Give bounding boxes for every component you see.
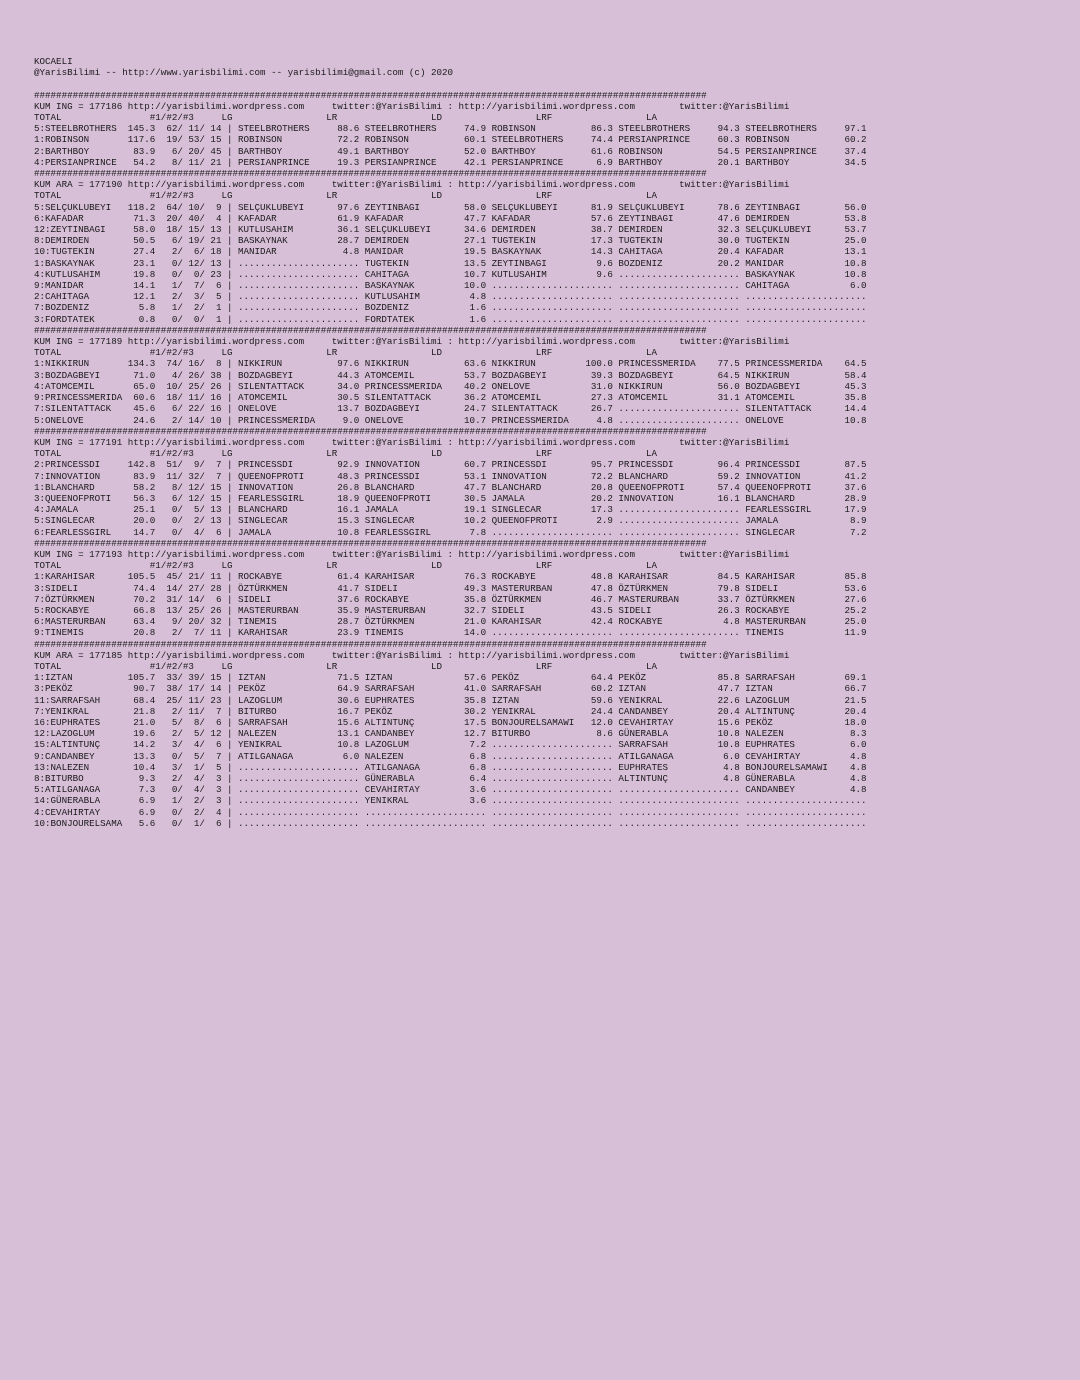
result-row: 7:BOZDENIZ 5.8 1/ 2/ 1 | ...................... BOZDENIZ 1.6 ...................... ...................... ...................... bbox=[34, 302, 867, 314]
result-row: 5:ONELOVE 24.6 2/ 14/ 10 | PRINCESSMERIDA 9.0 ONELOVE 10.7 PRINCESSMERIDA 4.8 ...................... ONELOVE 10.8 bbox=[34, 414, 867, 426]
column-header-line: TOTAL #1/#2/#3 LG LR LD LRF LA bbox=[34, 190, 658, 202]
separator-line: ########################################################################################################################## bbox=[34, 168, 707, 180]
result-row: 7:YENIKRAL 21.8 2/ 11/ 7 | BITURBO 16.7 PEKÖZ 30.2 YENIKRAL 24.4 CANDANBEY 20.4 ALTINTUNÇ 20.4 bbox=[34, 705, 867, 717]
result-row: 3:QUEENOFPROTI 56.3 6/ 12/ 15 | FEARLESSGIRL 18.9 QUEENOFPROTI 30.5 JAMALA 20.2 INNOVATION 16.1 BLANCHARD 28.9 bbox=[34, 492, 867, 504]
result-row: 9:TINEMIS 20.8 2/ 7/ 11 | KARAHISAR 23.9 TINEMIS 14.0 ...................... ...................... TINEMIS 11.9 bbox=[34, 627, 867, 639]
result-row: 2:BARTHBOY 83.9 6/ 20/ 45 | BARTHBOY 49.1 BARTHBOY 52.0 BARTHBOY 61.6 ROBINSON 54.5 PERSIANPRINCE 37.4 bbox=[34, 145, 867, 157]
result-row: 4:ATOMCEMIL 65.0 10/ 25/ 26 | SILENTATTACK 34.0 PRINCESSMERIDA 40.2 ONELOVE 31.0 NIKKIRUN 56.0 BOZDAGBEYI 45.3 bbox=[34, 380, 867, 392]
result-row: 10:TUGTEKIN 27.4 2/ 6/ 18 | MANIDAR 4.8 MANIDAR 19.5 BASKAYNAK 14.3 CAHITAGA 20.4 KAFADAR 13.1 bbox=[34, 246, 867, 258]
result-row: 7:SILENTATTACK 45.6 6/ 22/ 16 | ONELOVE 13.7 BOZDAGBEYI 24.7 SILENTATTACK 26.7 ...................... SILENTATTACK 14.4 bbox=[34, 403, 867, 415]
separator-line: ########################################################################################################################## bbox=[34, 537, 707, 549]
column-header-line: TOTAL #1/#2/#3 LG LR LD LRF LA bbox=[34, 112, 658, 124]
result-row: 8:BITURBO 9.3 2/ 4/ 3 | ...................... GÜNERABLA 6.4 ...................... ALTINTUNÇ 4.8 GÜNERABLA 4.8 bbox=[34, 773, 867, 784]
result-row: 15:ALTINTUNÇ 14.2 3/ 4/ 6 | YENIKRAL 10.8 LAZOGLUM 7.2 ...................... SARRAFSAH 10.8 EUPHRATES 6.0 bbox=[34, 739, 867, 751]
result-row: 1:IZTAN 105.7 33/ 39/ 15 | IZTAN 71.5 IZTAN 57.6 PEKÖZ 64.4 PEKÖZ 85.8 SARRAFSAH 69.1 bbox=[34, 672, 867, 684]
result-row: 2:PRINCESSDI 142.8 51/ 9/ 7 | PRINCESSDI 92.9 INNOVATION 60.7 PRINCESSDI 95.7 PRINCESSDI 96.4 PRINCESSDI 87.5 bbox=[34, 459, 867, 471]
result-row: 5:ROCKABYE 66.8 13/ 25/ 26 | MASTERURBAN 35.9 MASTERURBAN 32.7 SIDELI 43.5 SIDELI 26.3 ROCKABYE 25.2 bbox=[34, 604, 867, 616]
result-row: 3:SIDELI 74.4 14/ 27/ 28 | ÖZTÜRKMEN 41.7 SIDELI 49.3 MASTERURBAN 47.8 ÖZTÜRKMEN 79.8 SIDELI 53.6 bbox=[34, 582, 867, 594]
result-row: 11:SARRAFSAH 68.4 25/ 11/ 23 | LAZOGLUM 30.6 EUPHRATES 35.8 IZTAN 59.6 YENIKRAL 22.6 LAZOGLUM 21.5 bbox=[34, 694, 867, 706]
race-header-line: KUM ING = 177186 http://yarisbilimi.wordpress.com twitter:@YarisBilimi : http://yarisbilimi.wordpress.com twitter:@YarisBilimi bbox=[34, 100, 790, 112]
report-text bbox=[34, 56, 867, 829]
result-row: 1:ROBINSON 117.6 19/ 53/ 15 | ROBINSON 72.2 ROBINSON 60.1 STEELBROTHERS 74.4 PERSIANPRINCE 60.3 ROBINSON 60.2 bbox=[34, 134, 867, 146]
column-header-line: TOTAL #1/#2/#3 LG LR LD LRF LA bbox=[34, 347, 658, 359]
result-row: 6:MASTERURBAN 63.4 9/ 20/ 32 | TINEMIS 28.7 ÖZTÜRKMEN 21.0 KARAHISAR 42.4 ROCKABYE 4.8 MASTERURBAN 25.0 bbox=[34, 616, 867, 628]
result-row: 7:ÖZTÜRKMEN 70.2 31/ 14/ 6 | SIDELI 37.6 ROCKABYE 35.8 ÖZTÜRKMEN 46.7 MASTERURBAN 33.7 ÖZTÜRKMEN 27.6 bbox=[34, 593, 867, 605]
result-row: 5:SELÇUKLUBEYI 118.2 64/ 10/ 9 | SELÇUKLUBEYI 97.6 ZEYTINBAGI 58.0 SELÇUKLUBEYI 81.9 SELÇUKLUBEYI 78.6 ZEYTINBAGI 56.0 bbox=[34, 201, 867, 213]
result-row: 6:KAFADAR 71.3 20/ 40/ 4 | KAFADAR 61.9 KAFADAR 47.7 KAFADAR 57.6 ZEYTINBAGI 47.6 DEMIRDEN 53.8 bbox=[34, 212, 867, 224]
result-row: 1:KARAHISAR 105.5 45/ 21/ 11 | ROCKABYE 61.4 KARAHISAR 76.3 ROCKABYE 48.8 KARAHISAR 84.5 KARAHISAR 85.8 bbox=[34, 571, 867, 583]
column-header-line: TOTAL #1/#2/#3 LG LR LD LRF LA bbox=[34, 560, 658, 572]
source-line: @YarisBilimi -- http://www.yarisbilimi.com -- yarisbilimi@gmail.com (c) 2020 bbox=[34, 67, 454, 79]
result-row: 4:KUTLUSAHIM 19.8 0/ 0/ 23 | ...................... CAHITAGA 10.7 KUTLUSAHIM 9.6 ...................... BASKAYNAK 10.8 bbox=[34, 268, 867, 280]
race-header-line: KUM ING = 177193 http://yarisbilimi.wordpress.com twitter:@YarisBilimi : http://yarisbilimi.wordpress.com twitter:@YarisBilimi bbox=[34, 548, 790, 560]
race-header-line: KUM ARA = 177185 http://yarisbilimi.wordpress.com twitter:@YarisBilimi : http://yarisbilimi.wordpress.com twitter:@YarisBilimi bbox=[34, 649, 790, 661]
result-row: 10:BONJOURELSAMA 5.6 0/ 1/ 6 | ...................... ...................... ...................... ...................... ...................... bbox=[34, 817, 867, 829]
race-header-line: KUM ARA = 177190 http://yarisbilimi.wordpress.com twitter:@YarisBilimi : http://yarisbilimi.wordpress.com twitter:@YarisBilimi bbox=[34, 179, 790, 191]
result-row: 5:STEELBROTHERS 145.3 62/ 11/ 14 | STEELBROTHERS 88.6 STEELBROTHERS 74.9 ROBINSON 86.3 STEELBROTHERS 94.3 STEELBROTHERS 97.1 bbox=[34, 123, 867, 135]
result-row: 7:INNOVATION 83.9 11/ 32/ 7 | QUEENOFPROTI 48.3 PRINCESSDI 53.1 INNOVATION 72.2 BLANCHARD 59.2 INNOVATION 41.2 bbox=[34, 470, 867, 482]
result-row: 14:GÜNERABLA 6.9 1/ 2/ 3 | ...................... YENIKRAL 3.6 ...................... ...................... ...................... bbox=[34, 795, 867, 807]
race-header-line: KUM ING = 177189 http://yarisbilimi.wordpress.com twitter:@YarisBilimi : http://yarisbilimi.wordpress.com twitter:@YarisBilimi bbox=[34, 336, 790, 348]
result-row: 5:SINGLECAR 20.0 0/ 2/ 13 | SINGLECAR 15.3 SINGLECAR 10.2 QUEENOFPROTI 2.9 ...................... JAMALA 8.9 bbox=[34, 515, 867, 527]
result-row: 13:NALEZEN 10.4 3/ 1/ 5 | ...................... ATILGANAGA 6.8 ...................... EUPHRATES 4.8 BONJOURELSAMAWI 4.8 bbox=[34, 761, 867, 773]
result-row: 1:NIKKIRUN 134.3 74/ 16/ 8 | NIKKIRUN 97.6 NIKKIRUN 63.6 NIKKIRUN 100.0 PRINCESSMERIDA 77.5 PRINCESSMERIDA 64.5 bbox=[34, 358, 867, 370]
result-row: 3:PEKÖZ 90.7 38/ 17/ 14 | PEKÖZ 64.9 SARRAFSAH 41.0 SARRAFSAH 60.2 IZTAN 47.7 IZTAN 66.7 bbox=[34, 683, 867, 695]
result-row: 4:PERSIANPRINCE 54.2 8/ 11/ 21 | PERSIANPRINCE 19.3 PERSIANPRINCE 42.1 PERSIANPRINCE 6.9 BARTHBOY 20.1 BARTHBOY 34.5 bbox=[34, 156, 867, 168]
result-row: 9:CANDANBEY 13.3 0/ 5/ 7 | ATILGANAGA 6.0 NALEZEN 6.8 ...................... ATILGANAGA 6.0 CEVAHIRTAY 4.8 bbox=[34, 750, 867, 762]
result-row: 5:ATILGANAGA 7.3 0/ 4/ 3 | ...................... CEVAHIRTAY 3.6 ...................... ...................... CANDANBEY 4.8 bbox=[34, 784, 867, 796]
column-header-line: TOTAL #1/#2/#3 LG LR LD LRF LA bbox=[34, 448, 658, 460]
separator-line: ########################################################################################################################## bbox=[34, 324, 707, 336]
race-header-line: KUM ING = 177191 http://yarisbilimi.wordpress.com twitter:@YarisBilimi : http://yarisbilimi.wordpress.com twitter:@YarisBilimi bbox=[34, 436, 790, 448]
result-row: 9:MANIDAR 14.1 1/ 7/ 6 | ...................... BASKAYNAK 10.0 ...................... ...................... CAHITAGA 6.0 bbox=[34, 280, 867, 292]
result-row: 3:FORDTATEK 0.8 0/ 0/ 1 | ...................... FORDTATEK 1.6 ...................... ...................... ...................... bbox=[34, 313, 867, 325]
result-row: 4:CEVAHIRTAY 6.9 0/ 2/ 4 | ...................... ...................... ...................... ...................... ...................... bbox=[34, 806, 867, 818]
result-row: 8:DEMIRDEN 50.5 6/ 19/ 21 | BASKAYNAK 28.7 DEMIRDEN 27.1 TUGTEKIN 17.3 TUGTEKIN 30.0 TUGTEKIN 25.0 bbox=[34, 235, 867, 247]
result-row: 2:CAHITAGA 12.1 2/ 3/ 5 | ...................... KUTLUSAHIM 4.8 ...................... ...................... ...................... bbox=[34, 291, 867, 303]
result-row: 16:EUPHRATES 21.0 5/ 8/ 6 | SARRAFSAH 15.6 ALTINTUNÇ 17.5 BONJOURELSAMAWI 12.0 CEVAHIRTAY 15.6 PEKÖZ 18.0 bbox=[34, 716, 867, 728]
result-row: 1:BLANCHARD 58.2 8/ 12/ 15 | INNOVATION 26.8 BLANCHARD 47.7 BLANCHARD 20.8 QUEENOFPROTI 57.4 QUEENOFPROTI 37.6 bbox=[34, 481, 867, 493]
separator-line: ########################################################################################################################## bbox=[34, 89, 707, 101]
result-row: 12:ZEYTINBAGI 58.0 18/ 15/ 13 | KUTLUSAHIM 36.1 SELÇUKLUBEYI 34.6 DEMIRDEN 38.7 DEMIRDEN 32.3 SELÇUKLUBEYI 53.7 bbox=[34, 224, 867, 236]
separator-line: ########################################################################################################################## bbox=[34, 638, 707, 650]
result-row: 6:FEARLESSGIRL 14.7 0/ 4/ 6 | JAMALA 10.8 FEARLESSGIRL 7.8 ...................... ...................... SINGLECAR 7.2 bbox=[34, 526, 867, 538]
result-row: 12:LAZOGLUM 19.6 2/ 5/ 12 | NALEZEN 13.1 CANDANBEY 12.7 BITURBO 8.6 GÜNERABLA 10.8 NALEZEN 8.3 bbox=[34, 728, 867, 740]
column-header-line: TOTAL #1/#2/#3 LG LR LD LRF LA bbox=[34, 660, 658, 672]
city-title: KOCAELI bbox=[34, 56, 73, 67]
separator-line: ########################################################################################################################## bbox=[34, 425, 707, 437]
result-row: 1:BASKAYNAK 23.1 0/ 12/ 13 | ...................... TUGTEKIN 13.5 ZEYTINBAGI 9.6 BOZDENIZ 20.2 MANIDAR 10.8 bbox=[34, 257, 867, 269]
result-row: 3:BOZDAGBEYI 71.0 4/ 26/ 38 | BOZDAGBEYI 44.3 ATOMCEMIL 53.7 BOZDAGBEYI 39.3 BOZDAGBEYI 64.5 NIKKIRUN 58.4 bbox=[34, 369, 867, 381]
result-row: 4:JAMALA 25.1 0/ 5/ 13 | BLANCHARD 16.1 JAMALA 19.1 SINGLECAR 17.3 ...................... FEARLESSGIRL 17.9 bbox=[34, 504, 867, 516]
result-row: 9:PRINCESSMERIDA 60.6 18/ 11/ 16 | ATOMCEMIL 30.5 SILENTATTACK 36.2 ATOMCEMIL 27.3 ATOMCEMIL 31.1 ATOMCEMIL 35.8 bbox=[34, 392, 867, 404]
